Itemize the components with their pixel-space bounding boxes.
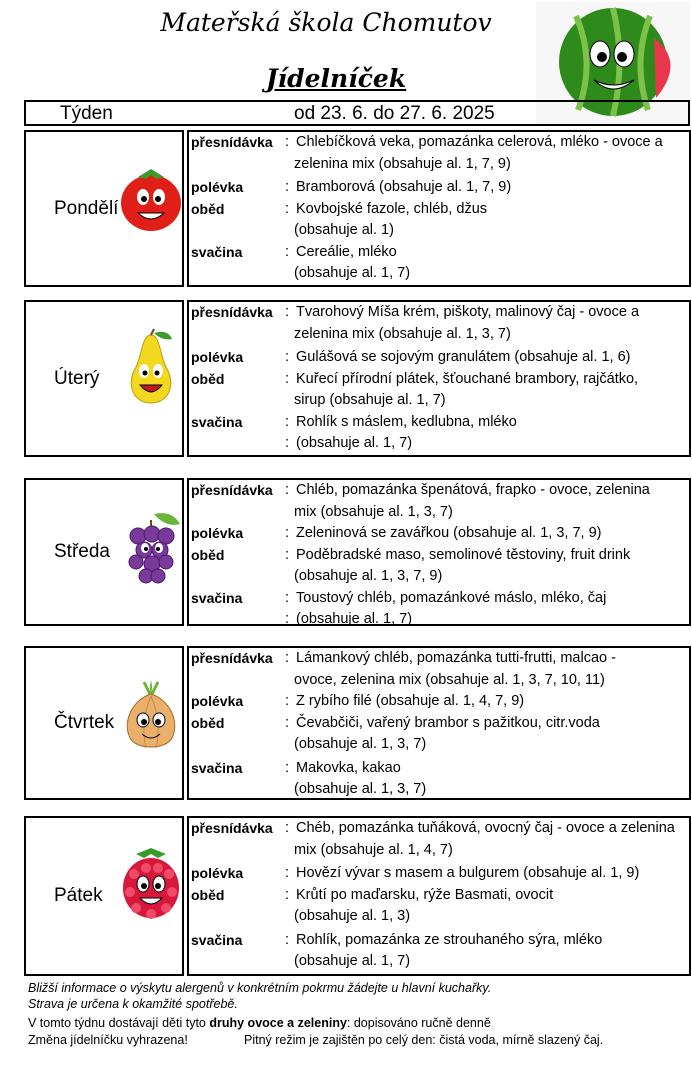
snack-afternoon-text: Rohlík, pomazánka ze strouhaného sýra, mléko <box>296 931 603 948</box>
snack-morning-text: Lámankový chléb, pomazánka tutti-frutti, malcao - <box>296 650 616 666</box>
drink-note: Pitný režim je zajištěn po celý den: čistá voda, mírně slazený čaj. <box>244 1033 604 1047</box>
consumption-note: Strava je určena k okamžité spotřebě. <box>28 997 238 1011</box>
snack-afternoon-text-cont: (obsahuje al. 1, 7) <box>294 265 411 281</box>
day-name: Úterý <box>54 367 100 389</box>
separator: : <box>285 865 290 881</box>
snack-morning-text-cont: zelenina mix (obsahuje al. 1, 3, 7) <box>294 325 511 342</box>
menu-cell-tuesday <box>187 300 691 457</box>
fruit-note <box>28 1015 491 1031</box>
week-dates: od 23. 6. do 27. 6. 2025 <box>294 103 495 124</box>
label-lunch: oběd <box>191 200 225 217</box>
menu-cell-thursday <box>187 646 691 800</box>
tomato-icon <box>116 157 186 237</box>
soup-text: Bramborová (obsahuje al. 1, 7, 9) <box>296 179 512 195</box>
snack-morning-text-cont: mix (obsahuje al. 1, 4, 7) <box>294 841 453 858</box>
snack-morning-text-cont: ovoce, zelenina mix (obsahuje al. 1, 3, 7, 10, 11) <box>294 671 605 688</box>
school-name: Mateřská škola Chomutov <box>160 8 492 37</box>
separator: : <box>285 931 290 948</box>
separator: : <box>285 589 290 606</box>
lunch-text-cont: (obsahuje al. 1, 3, 7) <box>294 736 427 752</box>
separator: : <box>285 525 290 541</box>
day-cell-monday <box>24 130 184 287</box>
snack-morning-text: Tvarohový Míša krém, piškoty, malinový čaj - ovoce a <box>296 304 640 320</box>
lunch-text-cont: sirup (obsahuje al. 1, 7) <box>294 392 446 408</box>
separator: : <box>285 714 290 731</box>
fruit-note-bold: druhy ovoce a zeleniny <box>209 1016 347 1030</box>
separator: : <box>285 611 290 627</box>
label-soup: polévka <box>191 693 244 709</box>
separator: : <box>285 693 290 709</box>
week-row <box>24 100 690 126</box>
grapes-icon <box>116 508 186 588</box>
separator: : <box>285 650 290 666</box>
separator: : <box>285 370 290 387</box>
onion-icon <box>116 676 186 756</box>
soup-text: Zeleninová se zavářkou (obsahuje al. 1, 3, 7, 9) <box>296 525 602 541</box>
day-name: Čtvrtek <box>54 712 115 733</box>
snack-afternoon-text-cont: (obsahuje al. 1, 7) <box>296 611 413 627</box>
menu-cell-friday <box>187 816 691 976</box>
label-snack-morning: přesnídávka <box>191 482 273 498</box>
change-note: Změna jídelníčku vyhrazena! <box>28 1033 188 1047</box>
label-lunch: oběd <box>191 546 225 563</box>
day-cell-wednesday <box>24 478 184 626</box>
snack-afternoon-text: Rohlík s máslem, kedlubna, mléko <box>296 413 517 430</box>
lunch-text: Poděbradské maso, semolinové těstoviny, fruit drink <box>296 546 631 563</box>
soup-text: Z rybího filé (obsahuje al. 1, 4, 7, 9) <box>296 693 525 709</box>
label-soup: polévka <box>191 179 244 195</box>
lunch-text-cont: (obsahuje al. 1, 3) <box>294 908 411 924</box>
snack-morning-text: Chéb, pomazánka tuňáková, ovocný čaj - ovoce a zelenina <box>296 820 675 836</box>
snack-afternoon-text: Cereálie, mléko <box>296 243 397 260</box>
day-name: Pondělí <box>54 197 119 219</box>
pear-icon <box>116 327 186 407</box>
fruit-note-prefix: V tomto týdnu dostávají děti tyto <box>28 1016 206 1030</box>
allergen-note: Bližší informace o výskytu alergenů v konkrétním pokrmu žádejte u hlavní kuchařky. <box>28 981 492 995</box>
separator: : <box>285 200 290 217</box>
separator: : <box>285 435 290 451</box>
day-cell-tuesday <box>24 300 184 457</box>
label-snack-afternoon: svačina <box>191 589 243 606</box>
day-cell-thursday <box>24 646 184 800</box>
raspberry-icon <box>116 842 186 922</box>
snack-morning-text: Chléb, pomazánka špenátová, frapko - ovoce, zelenina <box>296 482 650 498</box>
week-label: Týden <box>60 103 113 124</box>
label-lunch: oběd <box>191 886 225 903</box>
label-snack-morning: přesnídávka <box>191 820 273 836</box>
separator: : <box>285 820 290 836</box>
snack-morning-text-cont: zelenina mix (obsahuje al. 1, 7, 9) <box>294 155 511 172</box>
label-snack-afternoon: svačina <box>191 243 243 260</box>
day-name: Pátek <box>54 885 103 906</box>
lunch-text-cont: (obsahuje al. 1, 3, 7, 9) <box>294 568 443 584</box>
snack-afternoon-text: Makovka, kakao <box>296 759 401 776</box>
lunch-text: Čevabčiči, vařený brambor s pažitkou, citr.voda <box>296 714 600 731</box>
soup-text: Gulášová se sojovým granulátem (obsahuje al. 1, 6) <box>296 349 631 365</box>
label-snack-morning: přesnídávka <box>191 650 273 666</box>
menu-cell-wednesday <box>187 478 691 626</box>
day-name: Středa <box>54 541 110 562</box>
separator: : <box>285 304 290 320</box>
lunch-text: Kuřecí přírodní plátek, šťouchané brambory, rajčátko, <box>296 370 639 387</box>
label-snack-afternoon: svačina <box>191 759 243 776</box>
separator: : <box>285 349 290 365</box>
lunch-text: Krůtí po maďarsku, rýže Basmati, ovocit <box>296 886 554 903</box>
label-snack-morning: přesnídávka <box>191 304 273 320</box>
label-soup: polévka <box>191 865 244 881</box>
separator: : <box>285 886 290 903</box>
fruit-note-suffix: : dopisováno ručně denně <box>346 1016 491 1030</box>
label-lunch: oběd <box>191 714 225 731</box>
snack-morning-text: Chlebíčková veka, pomazánka celerová, mléko - ovoce a <box>296 134 663 150</box>
soup-text: Hovězí vývar s masem a bulgurem (obsahuje al. 1, 9) <box>296 865 640 881</box>
day-cell-friday <box>24 816 184 976</box>
snack-afternoon-text-cont: (obsahuje al. 1, 3, 7) <box>294 781 427 797</box>
snack-morning-text-cont: mix (obsahuje al. 1, 3, 7) <box>294 503 453 520</box>
separator: : <box>285 243 290 260</box>
label-snack-afternoon: svačina <box>191 413 243 430</box>
separator: : <box>285 546 290 563</box>
snack-afternoon-text-cont: (obsahuje al. 1, 7) <box>294 953 411 969</box>
snack-afternoon-text: Toustový chléb, pomazánkové máslo, mléko, čaj <box>296 589 607 606</box>
snack-afternoon-text-cont: (obsahuje al. 1, 7) <box>296 435 413 451</box>
lunch-text: Kovbojské fazole, chléb, džus <box>296 200 488 217</box>
separator: : <box>285 134 290 150</box>
label-snack-afternoon: svačina <box>191 931 243 948</box>
separator: : <box>285 482 290 498</box>
menu-cell-monday <box>187 130 691 287</box>
label-soup: polévka <box>191 525 244 541</box>
separator: : <box>285 413 290 430</box>
lunch-text-cont: (obsahuje al. 1) <box>294 222 394 238</box>
page-title: Jídelníček <box>265 64 407 93</box>
label-lunch: oběd <box>191 370 225 387</box>
separator: : <box>285 179 290 195</box>
label-soup: polévka <box>191 349 244 365</box>
label-snack-morning: přesnídávka <box>191 134 273 150</box>
separator: : <box>285 759 290 776</box>
